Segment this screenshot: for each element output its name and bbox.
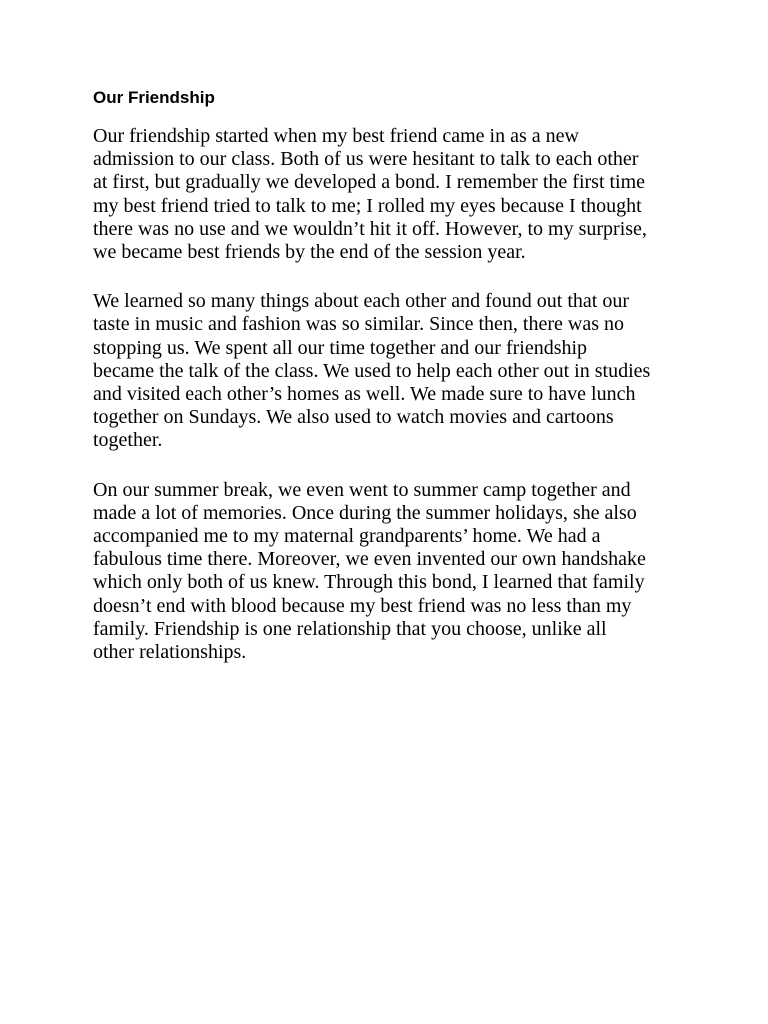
paragraph-3: On our summer break, we even went to summer camp together and made a lot of memories. Once during the summer holidays, she also accompanied me to my maternal grandparents’ home. We had a fabulous time there. Moreover, we even invented our own handshake which only both of us knew. Through this bond, I learned that family doesn’t end with blood because my best friend was no less than my family. Friendship is one relationship that you choose, unlike all other relationships. <box>93 478 646 664</box>
document-title: Our Friendship <box>93 88 215 107</box>
paragraph-2: We learned so many things about each other and found out that our taste in music and fashion was so similar. Since then, there was no stopping us. We spent all our time together and our friendship became the talk of the class. We used to help each other out in studies and visited each other’s homes as well. We made sure to have lunch together on Sundays. We also used to watch movies and cartoons together. <box>93 290 651 452</box>
document-body <box>93 87 683 690</box>
paragraph-1: Our friendship started when my best friend came in as a new admission to our class. Both of us were hesitant to talk to each other at first, but gradually we developed a bond. I remember the first time my best friend tried to talk to me; I rolled my eyes because I thought there was no use and we wouldn’t hit it off. However, to my surprise, we became best friends by the end of the session year. <box>93 125 647 264</box>
